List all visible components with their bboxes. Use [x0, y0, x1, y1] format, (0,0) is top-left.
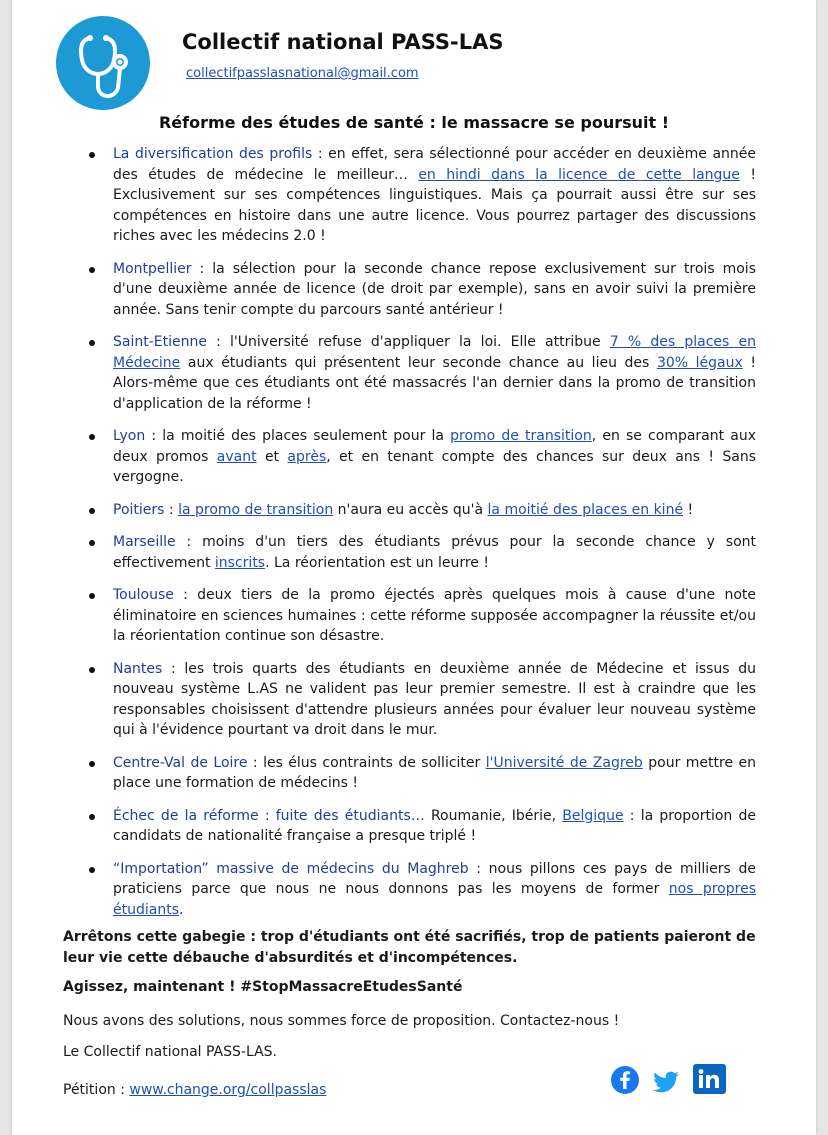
item-text: . — [179, 901, 184, 918]
item-text: : l'Université refuse d'appliquer la loi. Elle attribue — [206, 334, 610, 350]
linkedin-icon[interactable] — [693, 1064, 726, 1094]
stethoscope-icon — [56, 16, 150, 110]
petition-link[interactable]: www.change.org/collpasslas — [129, 1082, 327, 1098]
item-link[interactable]: la promo de transition — [178, 501, 334, 518]
item-link[interactable]: 7 % des places en Médecine — [113, 334, 756, 371]
bullet-icon — [89, 434, 95, 440]
item-text: n'aura eu accès qu'à — [333, 501, 488, 518]
item-text: : les élus contraints de solliciter — [247, 754, 486, 771]
item-text: . La réorientation est un leurre ! — [265, 554, 489, 571]
item-text: ! Alors-même que ces étudiants ont été massacrés l'an dernier dans la promo de transition d'application de la réforme ! — [113, 354, 756, 412]
item-text: : — [164, 501, 179, 518]
item-text: : deux tiers de la promo éjectés après quelques mois à cause d'une note éliminatoire en sciences humaines : cette réforme supposée accompagner la réussite et/ou la réorientation continue son désastre. — [113, 587, 756, 644]
bullet-icon — [89, 867, 95, 873]
logo — [56, 16, 150, 110]
bullet-icon — [89, 152, 95, 158]
org-name: Collectif national PASS-LAS — [182, 30, 504, 54]
item-text: ! Exclusivement sur ses compétences linguistiques. Mais ça pourrait aussi être sur ses compétences en histoire dans une autre licence. Vous pourrez partager des discussions riches avec les médecins 2.0 ! — [113, 166, 756, 244]
bullet-icon — [89, 761, 95, 767]
bullet-icon — [89, 593, 95, 599]
item-heading: Poitiers — [113, 501, 165, 518]
list-item — [86, 859, 756, 921]
item-heading: Saint-Etienne — [113, 334, 207, 350]
list-item — [86, 532, 756, 573]
list-item — [86, 659, 756, 741]
item-link[interactable]: nos propres étudiants — [113, 881, 756, 918]
item-text: : moins d'un tiers des étudiants prévus pour la seconde chance y sont effectivement — [113, 534, 756, 571]
email-link[interactable]: collectifpasslasnational@gmail.com — [186, 66, 419, 81]
item-text: : la proportion de candidats de nationalité française a presque triplé ! — [113, 807, 756, 844]
item-text: : les trois quarts des étudiants en deuxième année de Médecine et issus du nouveau système L.AS ne valident pas leur premier semestre. Il est à craindre que les responsables choisissent d'attendre plusieurs années pour évaluer leur nouveau système qui à l'évidence pourtant va droit dans le mur. — [113, 660, 756, 738]
item-heading: Centre-Val de Loire — [113, 754, 248, 771]
item-heading: “Importation” massive de médecins du Maghreb — [113, 860, 469, 877]
document-title: Réforme des études de santé : le massacre se poursuit ! — [158, 113, 670, 132]
list-item — [86, 144, 756, 247]
list-item — [86, 753, 756, 794]
bullet-icon — [89, 340, 95, 346]
item-link[interactable]: avant — [216, 448, 257, 465]
list-item — [86, 426, 756, 488]
item-text: pour mettre en place une formation de médecins ! — [113, 754, 756, 791]
item-text: : nous pillons ces pays de milliers de praticiens parce que nous ne nous donnons pas les moyens de former — [113, 860, 756, 897]
facebook-icon[interactable] — [611, 1066, 639, 1094]
item-heading: Nantes — [113, 660, 163, 677]
item-heading: Marseille — [113, 534, 176, 550]
item-text: , et en tenant compte des chances sur deux ans ! Sans vergogne. — [113, 448, 756, 485]
item-link[interactable]: inscrits — [214, 554, 266, 571]
bullet-icon — [89, 508, 95, 514]
item-link[interactable]: après — [287, 448, 327, 465]
item-heading: La diversification des profils — [113, 146, 313, 162]
item-link[interactable]: la moitié des places en kiné — [487, 501, 684, 518]
call-to-action: Agissez, maintenant ! #StopMassacreEtudesSanté — [63, 979, 463, 995]
item-link[interactable]: Belgique — [562, 807, 624, 824]
list-item — [86, 259, 756, 321]
item-link[interactable]: promo de transition — [450, 428, 592, 444]
item-link[interactable]: en hindi dans la licence de cette langue — [418, 166, 740, 183]
item-text: : la moitié des places seulement pour la — [145, 428, 451, 444]
item-text: ! — [683, 501, 694, 518]
list-item — [86, 332, 756, 414]
item-link[interactable]: 30% légaux — [656, 354, 743, 371]
item-text: aux étudiants qui présentent leur seconde chance au lieu des — [180, 354, 657, 371]
petition-label: Pétition : — [63, 1082, 130, 1098]
twitter-icon[interactable] — [652, 1071, 680, 1095]
bullet-icon — [89, 814, 95, 820]
item-heading: Montpellier — [113, 260, 192, 277]
bullet-icon — [89, 267, 95, 273]
item-heading: Lyon — [113, 428, 146, 444]
item-link[interactable]: l'Université de Zagreb — [485, 754, 643, 771]
item-text: , en se comparant aux deux promos — [113, 428, 757, 465]
item-text: et — [256, 448, 288, 465]
closing-statement: Arrêtons cette gabegie : trop d'étudiants ont été sacrifiés, trop de patients paieront de leur vie cette débauche d'absurdités et d'incompétences. — [63, 929, 756, 966]
signature: Le Collectif national PASS-LAS. — [63, 1044, 277, 1060]
list-item — [86, 500, 756, 521]
item-text: Roumanie, Ibérie, — [424, 807, 563, 824]
item-heading: Toulouse — [113, 587, 174, 603]
bullet-list — [86, 144, 756, 932]
bullet-icon — [89, 667, 95, 673]
list-item — [86, 806, 756, 847]
item-text: : en effet, sera sélectionné pour accéder en deuxième année des études de médecine le meilleur… — [113, 146, 757, 183]
list-item — [86, 585, 756, 647]
bullet-icon — [89, 540, 95, 546]
item-text: : la sélection pour la seconde chance repose exclusivement sur trois mois d'une deuxième année de licence (de droit par exemple), sans en avoir suivi la première année. Sans tenir compte du parcours santé antérieur ! — [113, 260, 756, 318]
item-heading: Échec de la réforme : fuite des étudiants… — [113, 807, 425, 824]
solutions-text: Nous avons des solutions, nous sommes force de proposition. Contactez-nous ! — [63, 1013, 620, 1029]
